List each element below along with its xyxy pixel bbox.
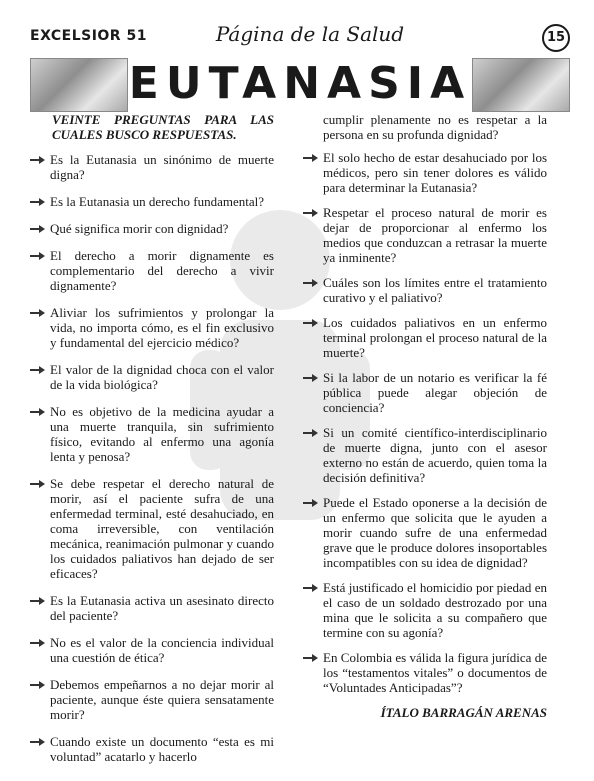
arrow-bullet-icon [303,656,318,660]
banner-photo-left [30,58,128,112]
question-item: Cuáles son los límites entre el tratamiento curativo y el paliativo? [303,275,547,305]
question-item: Los cuidados paliativos en un enfermo terminal prolongan el proceso natural de la muerte? [303,315,547,360]
arrow-bullet-icon [30,368,45,372]
publication-brand: EXCELSIOR 51 [30,28,147,44]
question-item: Es la Eutanasia un derecho fundamental? [30,194,274,209]
arrow-bullet-icon [303,156,318,160]
section-title: Página de la Salud [215,22,405,46]
arrow-bullet-icon [30,311,45,315]
page-header [30,18,570,58]
arrow-bullet-icon [30,599,45,603]
question-item: Debemos empeñarnos a no dejar morir al paciente, aunque éste quiera sensatamente morir? [30,677,274,722]
question-item: Si la labor de un notario es verificar la fé pública puede alegar objeción de conciencia? [303,370,547,415]
question-item: Respetar el proceso natural de morir es dejar de proporcionar al enfermo los medios que conduzcan a retrasar la muerte ya inminente? [303,205,547,265]
arrow-bullet-icon [30,410,45,414]
question-continuation: cumplir plenamente no es respetar a la persona en su profunda dignidad? [323,112,547,142]
article-banner [30,58,570,110]
arrow-bullet-icon [30,227,45,231]
arrow-bullet-icon [303,586,318,590]
question-item: No es el valor de la conciencia individual una cuestión de ética? [30,635,274,665]
question-item: Está justificado el homicidio por piedad en el caso de un soldado destrozado por una mina que le solicita a su compañero que termine con su agonía? [303,580,547,640]
question-item: El solo hecho de estar desahuciado por los médicos, pero sin tener dolores es válido para determinar la Eutanasia? [303,150,547,195]
article-subtitle: VEINTE PREGUNTAS PARA LAS CUALES BUSCO RESPUESTAS. [52,112,274,142]
question-item: Es la Eutanasia activa un asesinato directo del paciente? [30,593,274,623]
question-item: Qué significa morir con dignidad? [30,221,274,236]
question-item: El valor de la dignidad choca con el valor de la vida biológica? [30,362,274,392]
arrow-bullet-icon [303,211,318,215]
article-title: EUTANASIA [128,58,472,109]
arrow-bullet-icon [303,431,318,435]
question-item: Aliviar los sufrimientos y prolongar la vida, no importa cómo, es el fin exclusivo y fundamental del ejercicio médico? [30,305,274,350]
page-number: 15 [542,24,570,52]
left-column [30,112,274,776]
question-item: Si un comité científico-interdisciplinario de muerte digna, junto con el asesor externo no están de acuerdo, quien toma la decisión definitiva? [303,425,547,485]
question-item: Es la Eutanasia un sinónimo de muerte digna? [30,152,274,182]
arrow-bullet-icon [30,158,45,162]
arrow-bullet-icon [30,200,45,204]
banner-photo-right [472,58,570,112]
arrow-bullet-icon [303,376,318,380]
question-item: El derecho a morir dignamente es complementario del derecho a vivir dignamente? [30,248,274,293]
question-item: Puede el Estado oponerse a la decisión de un enfermo que solicita que le ayuden a morir cuando sufre de una enfermedad grave que le produce dolores insoportables incompatibles con su idea de dignidad? [303,495,547,570]
question-item: En Colombia es válida la figura jurídica de los “testamentos vitales” o documentos de “Voluntades Anticipadas”? [303,650,547,695]
author-signature: ÍTALO BARRAGÁN ARENAS [380,705,547,720]
arrow-bullet-icon [303,281,318,285]
arrow-bullet-icon [30,641,45,645]
arrow-bullet-icon [30,254,45,258]
arrow-bullet-icon [303,321,318,325]
arrow-bullet-icon [30,683,45,687]
arrow-bullet-icon [30,482,45,486]
right-column [303,112,547,721]
arrow-bullet-icon [30,740,45,744]
question-item: Se debe respetar el derecho natural de morir, así el paciente sufra de una enfermedad terminal, esté desahuciado, en coma irreversible, con ventilación mecánica, reanimación pulmonar y cuando los cuidados paliativos han dejado de ser eficaces? [30,476,274,581]
arrow-bullet-icon [303,501,318,505]
question-item: Cuando existe un documento “esta es mi voluntad” acatarlo y hacerlo [30,734,274,764]
question-item: No es objetivo de la medicina ayudar a una muerte tranquila, sin sufrimiento físico, evitando al enfermo una agonía lenta y penosa? [30,404,274,464]
